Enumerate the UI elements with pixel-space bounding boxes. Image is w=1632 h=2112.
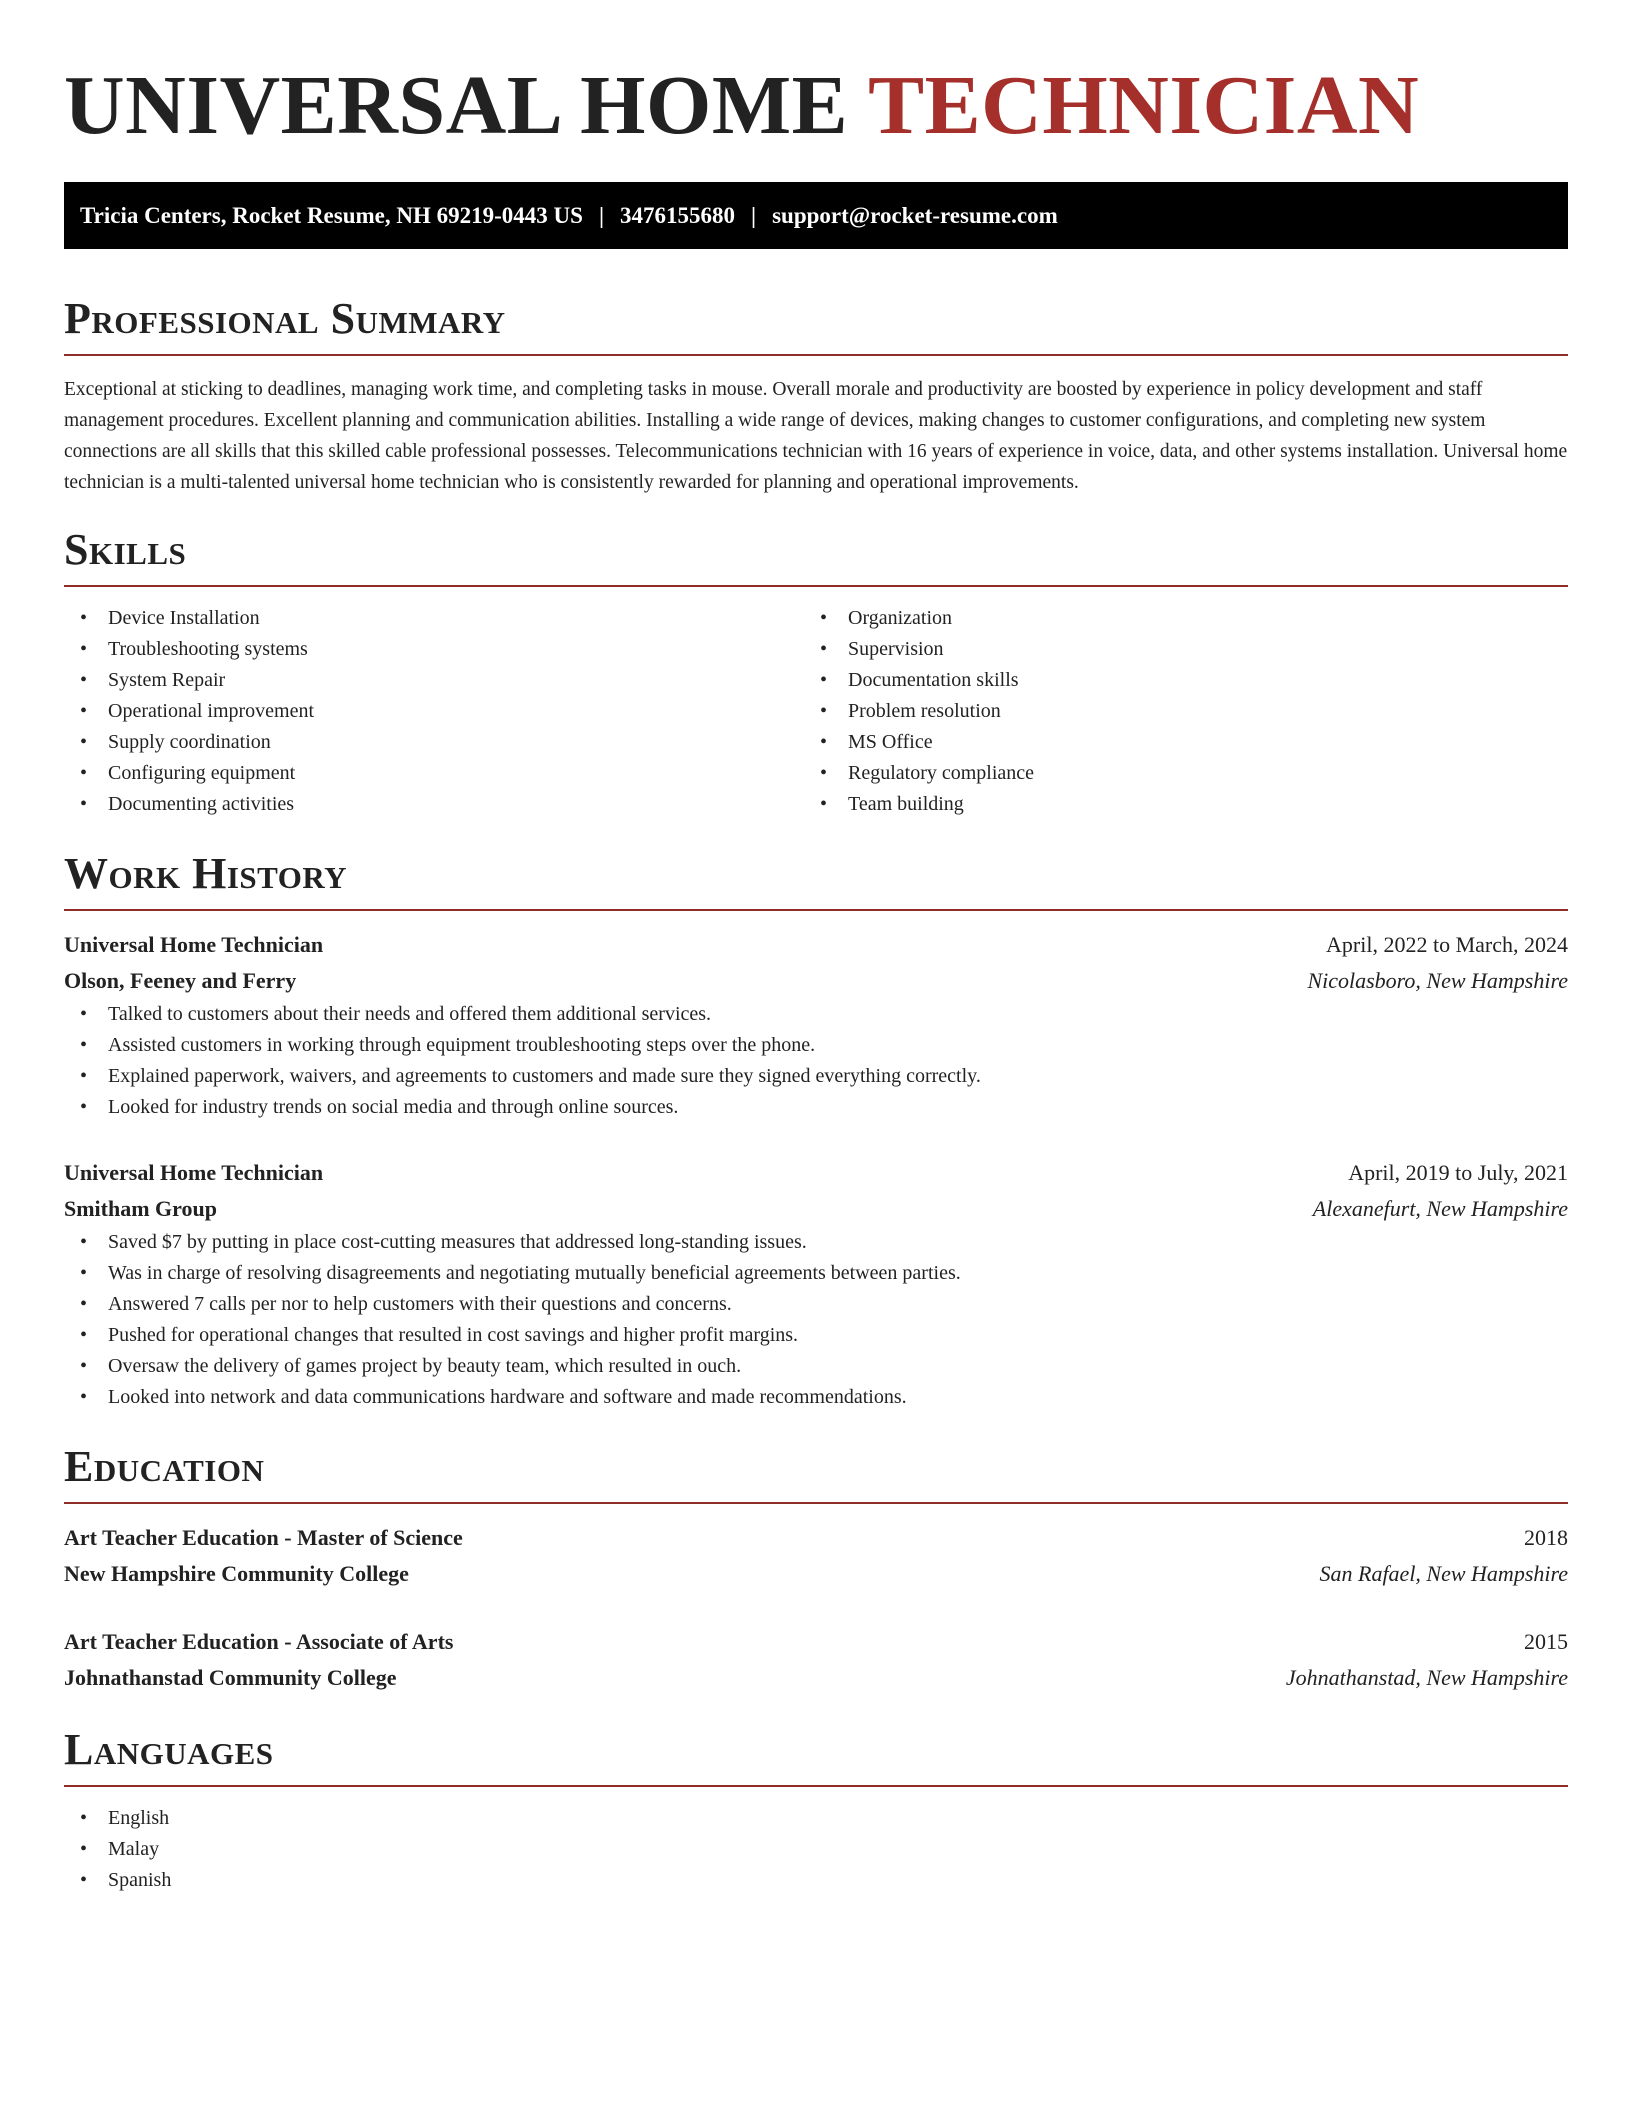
skills-section [64, 525, 1568, 820]
skill-item: • Supervision [804, 634, 1544, 665]
language-item: • Malay [64, 1834, 1568, 1865]
job-company-row [64, 1191, 1568, 1227]
job-bullet: • Saved $7 by putting in place cost-cutting measures that addressed long-standing issues. [64, 1227, 1568, 1258]
contact-separator: | [751, 202, 757, 228]
education-school-row [64, 1660, 1568, 1696]
contact-phone: 3476155680 [620, 202, 736, 228]
job-bullet: • Answered 7 calls per nor to help customers with their questions and concerns. [64, 1289, 1568, 1320]
skill-item: • Operational improvement [64, 696, 804, 727]
job-bullet-list [64, 999, 1568, 1123]
skill-item: • MS Office [804, 727, 1544, 758]
summary-text: Exceptional at sticking to deadlines, managing work time, and completing tasks in mouse. Overall morale and productivity are boosted by experience in policy development and staff management procedures. Excellent planning and communication abilities. Installing a wide range of devices, making changes to customer configurations, and completing new system connections are all skills that this skilled cable professional possesses. Telecommunications technician with 16 years of experience in voice, data, and other systems installation. Universal home technician is a multi-talented universal home technician who is consistently rewarded for planning and operational improvements. [64, 379, 1568, 493]
education-entry [64, 1520, 1568, 1592]
education-degree-row [64, 1624, 1568, 1660]
summary-section [64, 294, 1568, 498]
education-year: 2015 [1524, 1629, 1568, 1654]
work-section [64, 849, 1568, 1413]
contact-separator: | [598, 202, 605, 228]
skills-heading: Skills [64, 525, 187, 574]
education-location: San Rafael, New Hampshire [1319, 1561, 1568, 1586]
skill-item: • Documentation skills [804, 665, 1544, 696]
skill-item: • Organization [804, 603, 1544, 634]
skill-item: • Configuring equipment [64, 758, 804, 789]
work-heading: Work History [64, 849, 348, 898]
job-bullet: • Looked for industry trends on social media and through online sources. [64, 1092, 1568, 1123]
job-dates: April, 2022 to March, 2024 [1326, 932, 1568, 957]
job-entry [64, 927, 1568, 1123]
languages-heading: Languages [64, 1725, 274, 1774]
education-location: Johnathanstad, New Hampshire [1285, 1665, 1568, 1690]
section-divider [64, 354, 1568, 356]
job-company: Smitham Group [64, 1196, 218, 1221]
skill-item: • Team building [804, 789, 1544, 820]
languages-section [64, 1725, 1568, 1896]
section-divider [64, 1785, 1568, 1787]
job-bullet: • Talked to customers about their needs and offered them additional services. [64, 999, 1568, 1030]
job-dates: April, 2019 to July, 2021 [1348, 1160, 1568, 1185]
job-bullet: • Pushed for operational changes that resulted in cost savings and higher profit margins. [64, 1320, 1568, 1351]
skill-item: • Supply coordination [64, 727, 804, 758]
name-first: UNIVERSAL HOME [64, 59, 849, 152]
education-section [64, 1442, 1568, 1696]
name-last: TECHNICIAN [868, 59, 1420, 152]
contact-bar [64, 182, 1568, 249]
job-bullet: • Oversaw the delivery of games project by beauty team, which resulted in ouch. [64, 1351, 1568, 1382]
education-year: 2018 [1524, 1525, 1568, 1550]
skill-item: • Troubleshooting systems [64, 634, 804, 665]
job-header-row [64, 927, 1568, 963]
contact-email: support@rocket-resume.com [772, 202, 1058, 228]
job-bullet: • Looked into network and data communications hardware and software and made recommendations. [64, 1382, 1568, 1413]
job-location: Alexanefurt, New Hampshire [1312, 1196, 1568, 1221]
education-entry [64, 1624, 1568, 1696]
education-heading: Education [64, 1442, 265, 1491]
job-company-row [64, 963, 1568, 999]
education-degree-row [64, 1520, 1568, 1556]
education-school: New Hampshire Community College [64, 1561, 409, 1586]
skills-grid [64, 603, 1568, 820]
language-item: • English [64, 1803, 1568, 1834]
job-bullet: • Assisted customers in working through equipment troubleshooting steps over the phone. [64, 1030, 1568, 1061]
skill-item: • Regulatory compliance [804, 758, 1544, 789]
resume-name-title [64, 59, 1568, 152]
education-school-row [64, 1556, 1568, 1592]
job-header-row [64, 1155, 1568, 1191]
job-bullet-list [64, 1227, 1568, 1413]
job-bullet: • Was in charge of resolving disagreements and negotiating mutually beneficial agreements between parties. [64, 1258, 1568, 1289]
job-company: Olson, Feeney and Ferry [64, 968, 297, 993]
job-position: Universal Home Technician [64, 1160, 324, 1185]
skills-right-list [804, 603, 1544, 820]
skill-item: • Problem resolution [804, 696, 1544, 727]
skill-item: • Documenting activities [64, 789, 804, 820]
skill-item: • System Repair [64, 665, 804, 696]
section-divider [64, 909, 1568, 911]
summary-heading: Professional Summary [64, 294, 506, 343]
education-degree: Art Teacher Education - Associate of Arts [64, 1629, 454, 1654]
skill-item: • Device Installation [64, 603, 804, 634]
language-item: • Spanish [64, 1865, 1568, 1896]
job-entry [64, 1155, 1568, 1413]
job-location: Nicolasboro, New Hampshire [1307, 968, 1568, 993]
section-divider [64, 585, 1568, 587]
languages-list [64, 1803, 1568, 1896]
contact-address: Tricia Centers, Rocket Resume, NH 69219-0443 US [80, 202, 583, 228]
education-school: Johnathanstad Community College [64, 1665, 397, 1690]
education-degree: Art Teacher Education - Master of Science [64, 1525, 463, 1550]
section-divider [64, 1502, 1568, 1504]
skills-left-list [64, 603, 804, 820]
job-bullet: • Explained paperwork, waivers, and agreements to customers and made sure they signed everything correctly. [64, 1061, 1568, 1092]
job-position: Universal Home Technician [64, 932, 324, 957]
